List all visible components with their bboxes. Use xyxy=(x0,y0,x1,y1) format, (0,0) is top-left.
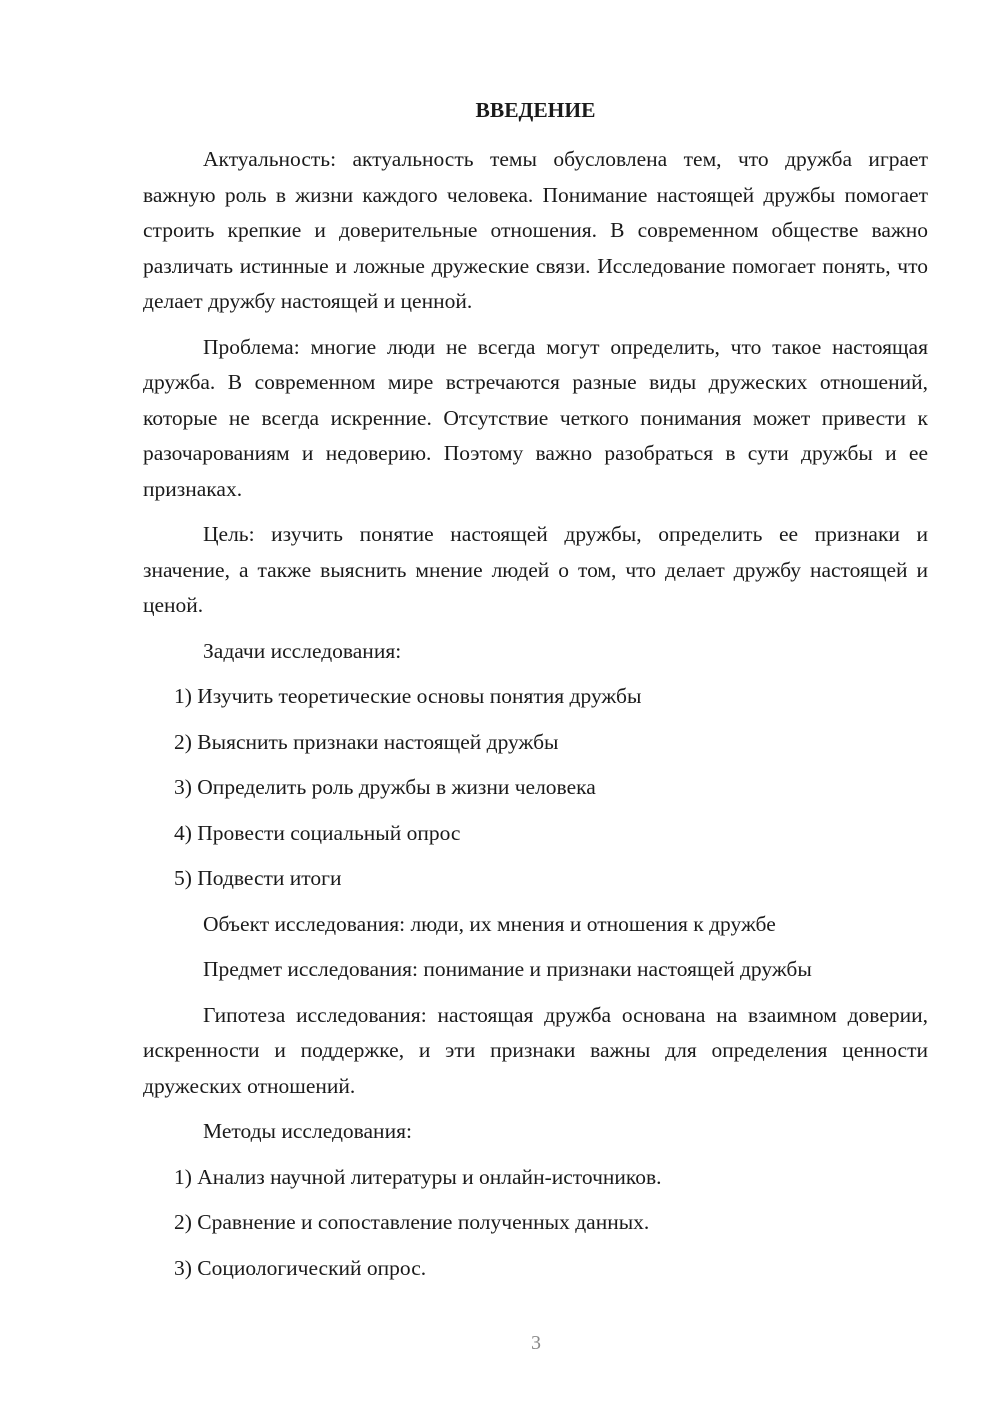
task-item: 1) Изучить теоретические основы понятия дружбы xyxy=(174,684,642,708)
research-object: Объект исследования: люди, их мнения и отношения к дружбе xyxy=(203,911,776,936)
method-item: 3) Социологический опрос. xyxy=(174,1255,427,1280)
task-item: 3) Определить роль дружбы в жизни человека xyxy=(174,775,596,799)
research-subject: Предмет исследования: понимание и признаки настоящей дружбы xyxy=(203,957,812,981)
method-item: 1) Анализ научной литературы и онлайн-источников. xyxy=(174,1164,662,1189)
relevance-paragraph: Актуальность: актуальность темы обусловлена тем, что дружба играет важную роль в жизни каждого человека. Понимание настоящей дружбы помогает строить крепкие и доверительные отношения. В современном обществе важно различать истинные и ложные дружеские связи. Исследование помогает понять, что делает дружбу настоящей и ценной. xyxy=(143,147,928,313)
problem-paragraph: Проблема: многие люди не всегда могут определить, что такое настоящая дружба. В современном мире встречаются разные виды дружеских отношений, которые не всегда искренние. Отсутствие четкого понимания может привести к разочарованиям и недоверию. Поэтому важно разобраться в сути дружбы и ее признаках. xyxy=(143,334,928,501)
section-heading: ВВЕДЕНИЕ xyxy=(475,98,596,122)
goal-paragraph: Цель: изучить понятие настоящей дружбы, определить ее признаки и значение, а также выяснить мнение людей о том, что делает дружбу настоящей и ценой. xyxy=(143,522,928,617)
tasks-title: Задачи исследования: xyxy=(203,638,402,663)
method-item: 2) Сравнение и сопоставление полученных данных. xyxy=(174,1210,650,1234)
page-number: 3 xyxy=(531,1332,541,1354)
methods-title: Методы исследования: xyxy=(203,1119,412,1143)
task-item: 4) Провести социальный опрос xyxy=(174,820,461,845)
task-item: 5) Подвести итоги xyxy=(174,866,342,890)
hypothesis-paragraph: Гипотеза исследования: настоящая дружба основана на взаимном доверии, искренности и поддержке, и эти признаки важны для определения ценности дружеских отношений. xyxy=(143,1002,928,1098)
task-item: 2) Выяснить признаки настоящей дружбы xyxy=(174,729,559,754)
document-page xyxy=(143,94,928,1296)
